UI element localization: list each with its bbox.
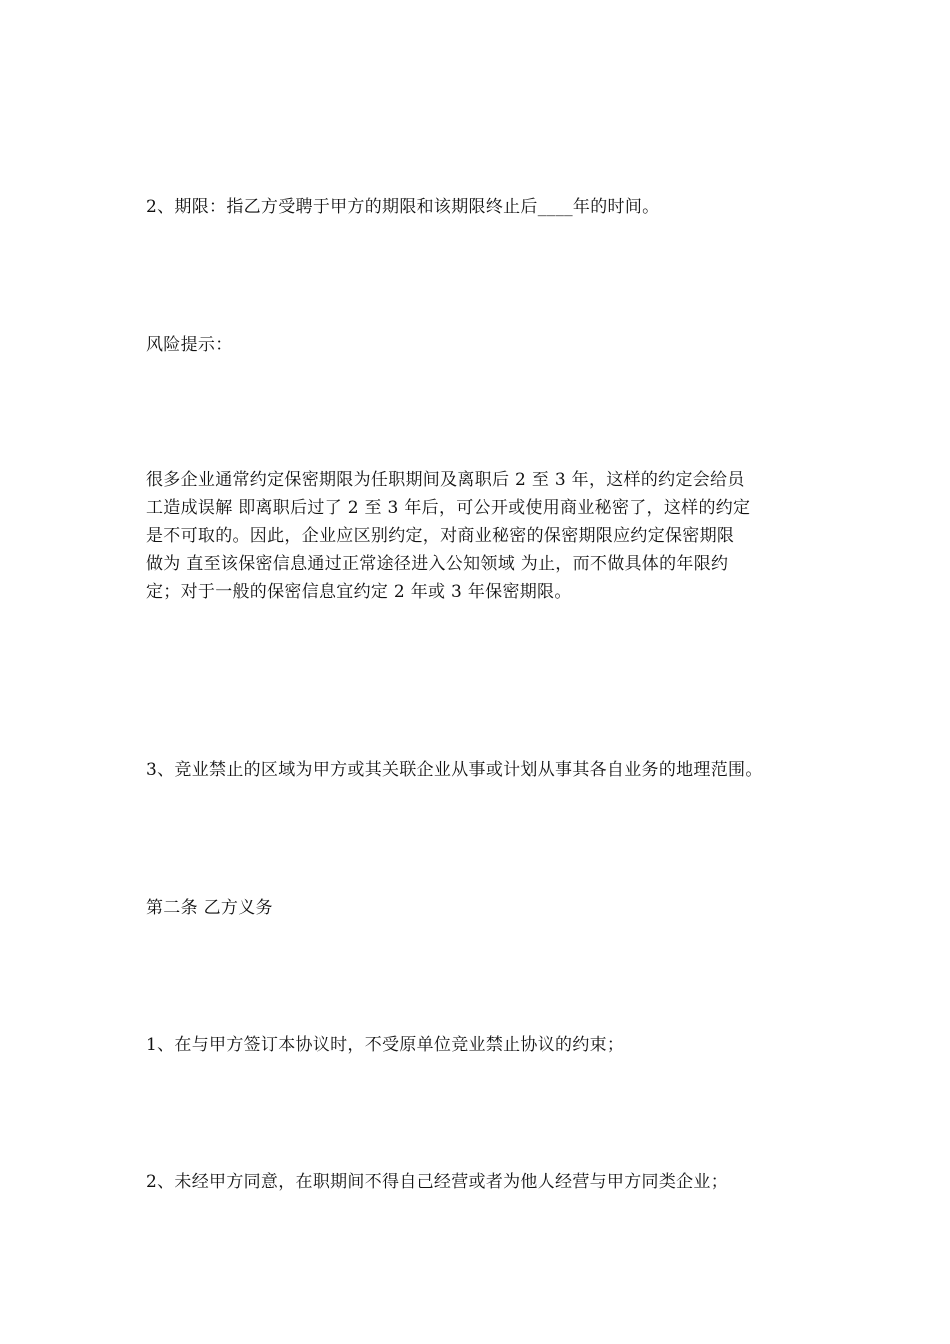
risk-line: 很多企业通常约定保密期限为任职期间及离职后 2 至 3 年，这样的约定会给员	[146, 470, 745, 490]
risk-heading: 风险提示：	[146, 335, 233, 355]
risk-line: 是不可取的。因此，企业应区别约定，对商业秘密的保密期限应约定保密期限	[146, 526, 735, 546]
obligation-item-1: 1、在与甲方签订本协议时，不受原单位竞业禁止协议的约束；	[146, 1035, 625, 1055]
article-two-title: 第二条 乙方义务	[146, 898, 273, 918]
obligation-item-2: 2、未经甲方同意，在职期间不得自己经营或者为他人经营与甲方同类企业；	[146, 1172, 729, 1192]
risk-line: 做为 直至该保密信息通过正常途径进入公知领域 为止，而不做具体的年限约	[146, 554, 729, 574]
term-clause: 2、期限：指乙方受聘于甲方的期限和该期限终止后____年的时间。	[146, 197, 660, 217]
region-clause: 3、竞业禁止的区域为甲方或其关联企业从事或计划从事其各自业务的地理范围。	[146, 760, 763, 780]
risk-line: 定；对于一般的保密信息宜约定 2 年或 3 年保密期限。	[146, 582, 572, 602]
risk-paragraph	[146, 466, 826, 606]
risk-line: 工造成误解 即离职后过了 2 至 3 年后，可公开或使用商业秘密了，这样的约定	[146, 498, 751, 518]
